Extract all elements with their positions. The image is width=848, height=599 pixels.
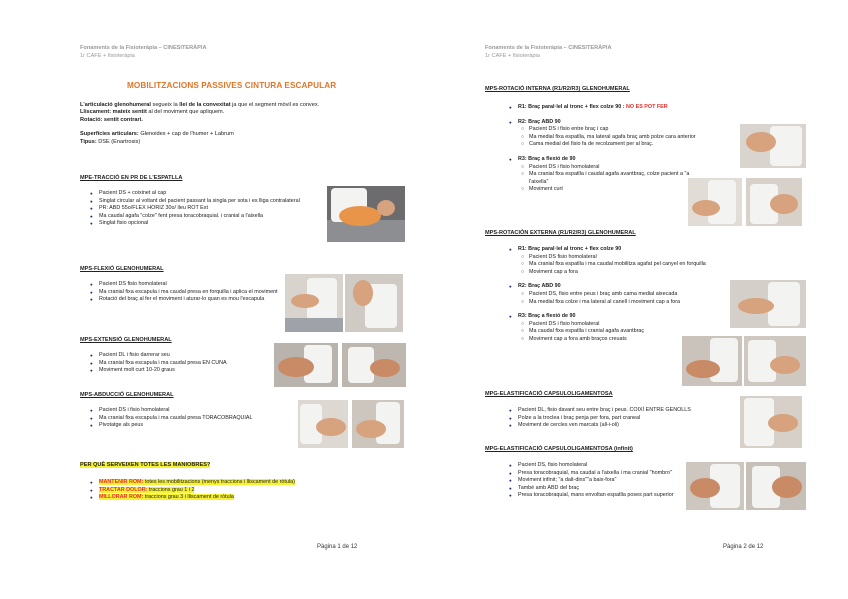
list-item bbox=[509, 246, 754, 276]
photo-flexio-2 bbox=[345, 274, 403, 332]
photo-abduccio-1 bbox=[298, 400, 348, 448]
sublist bbox=[518, 254, 754, 277]
photo-extensio-1 bbox=[274, 343, 338, 387]
sublist-item: ○ Moviment curt bbox=[518, 186, 703, 194]
why-text: traccions grau 1 i 2 bbox=[147, 486, 195, 493]
list-item bbox=[509, 104, 744, 112]
page-2 bbox=[424, 0, 848, 599]
header-subtitle: 1r CAFE + fisioteràpia bbox=[80, 53, 135, 59]
list-item: ● Presa toracobraquial, mans envoltan espatlla poses part superior bbox=[509, 492, 689, 500]
photo-infinit-1 bbox=[686, 462, 744, 510]
list-why bbox=[90, 479, 370, 502]
intro-text-b: ja que el segment mòvil es convex. bbox=[230, 102, 320, 108]
sublist-item: ○ Pacient DS i fisio entre braç i cap bbox=[518, 126, 744, 134]
sublist-item: ○ Moviment cap a fora bbox=[518, 269, 754, 277]
list-item: ● Pivotatge als peus bbox=[90, 422, 295, 430]
section-title-flexio: MPS-FLEXIÓ GLENOHUMERAL bbox=[80, 266, 164, 272]
page-footer: Pàgina 1 de 12 bbox=[317, 544, 358, 550]
page-footer: Pàgina 2 de 12 bbox=[723, 544, 764, 550]
section-title-elastificacio: MPG-ELASTIFICACIÓ CAPSULOLIGAMENTOSA bbox=[485, 391, 613, 397]
r2-label: R2: Braç ABD 90 bbox=[518, 118, 561, 125]
why-text: traccions grau 3 i lliscament de ròtula bbox=[143, 494, 234, 501]
list-item: ● Moviment molt curt 10-20 graus bbox=[90, 367, 270, 375]
intro-term: L'articulació glenohumeral bbox=[80, 102, 151, 108]
list-item: ● Pacient DS, fisio homolateral bbox=[509, 462, 689, 470]
page-title: MOBILITZACIONS PASSIVES CINTURA ESCAPULAR bbox=[127, 81, 337, 90]
list-item bbox=[509, 283, 754, 306]
list-extensio bbox=[90, 352, 270, 375]
why-key: MILLORAR ROM: bbox=[99, 494, 144, 501]
page-header bbox=[80, 44, 207, 60]
sublist-item: ○ Pacient DS i fisio homolateral bbox=[518, 164, 703, 172]
list-item bbox=[90, 494, 370, 502]
list-item: ● Pacient DL i fisio darrerar seu bbox=[90, 352, 270, 360]
header-subtitle: 1r CAFE + fisioteràpia bbox=[485, 53, 540, 59]
photo-abduccio-2 bbox=[352, 400, 404, 448]
list-traccio bbox=[90, 190, 322, 228]
list-item: ● PR: ABD 55o/FLEX HORIZ 30o/ lleu ROT Ext bbox=[90, 205, 322, 213]
r1-label: R1: Braç paral·lel al tronc + flex colze 90 bbox=[518, 246, 622, 252]
list-item: ● Ma cranial fixa escapula i ma caudal presa en forquilla i aplica el moviment bbox=[90, 289, 280, 297]
list-item: ● Moviment de cercles ven marcats (all-i-oli) bbox=[509, 422, 734, 430]
sublist bbox=[518, 126, 744, 149]
sublist-item: ○ Pacient DS fisio homolateral bbox=[518, 254, 754, 262]
sublist-item: ○ Cama medial del fisio fa de recolzament per al braç. bbox=[518, 141, 744, 149]
section-title-extensio: MPS-EXTENSIÓ GLENOHUMERAL bbox=[80, 337, 172, 343]
r3-label: R3: Braç a flexió de 90 bbox=[518, 313, 576, 320]
list-item bbox=[509, 119, 744, 149]
list-item: ● Pacient DS fisio homolateral bbox=[90, 281, 280, 289]
r1-label: R1: Braç paral·lel al tronc + flex colze 90 : bbox=[518, 104, 625, 110]
r3-label: R3: Braç a flexió de 90 bbox=[518, 155, 576, 162]
list-item bbox=[90, 479, 370, 487]
intro-tipus-rest: DSE (Enartrosis) bbox=[96, 138, 141, 145]
sublist-item: ○ Ma medial fixa espatlla, ma lateral agafa braç amb polze cara anterior bbox=[518, 134, 744, 142]
list-item: ● Ma cranial fixa escapula i ma caudal presa EN CUNA bbox=[90, 360, 270, 368]
list-rotacio-externa bbox=[509, 246, 754, 344]
list-infinit bbox=[509, 462, 689, 500]
photo-re-r3-2 bbox=[744, 336, 806, 386]
r2-label: R2: Braç ABD 90 bbox=[518, 283, 561, 290]
photo-extensio-2 bbox=[342, 343, 406, 387]
photo-ri-r3-2 bbox=[746, 178, 802, 226]
list-item: ● Ma caudal agafa "colze" fent presa toracobraquial. i cranial a l'aixella bbox=[90, 213, 322, 221]
photo-ri-r3-1 bbox=[688, 178, 742, 226]
photo-flexio-1 bbox=[285, 274, 343, 332]
photo-elastificacio bbox=[740, 396, 802, 448]
list-item: ● Rotació del braç al fer el moviment i aturar-lo quan es mou l'escapula bbox=[90, 296, 280, 304]
list-item: ● Singlat circular al voltant del pacient passant la singla per sota i es lliga contralateral bbox=[90, 198, 322, 206]
list-item: ● Moviment infinit; "a dalt-dins""a baix-fora" bbox=[509, 477, 689, 485]
intro-superficies-rest: Glenoides + cap de l'humer + Labrum bbox=[138, 131, 234, 138]
sublist-item: ○ Pacient DS i fisio homolateral bbox=[518, 321, 754, 329]
sublist-item: ○ Ma cranial fixa espatlla i caudal agafa avantbraç, colze pacient a "a l'aixella" bbox=[518, 171, 703, 186]
list-flexio bbox=[90, 281, 280, 304]
sublist-item: ○ Ma medial fixa colze i ma lateral al canell i moviment cap a fora bbox=[518, 299, 754, 307]
section-title-abduccio: MPS-ABDUCCIÓ GLENOHUMERAL bbox=[80, 392, 174, 398]
section-title-rotacio-externa: MPS-ROTACIÓN EXTERNA (R1/R2/R3) GLENOHUMERAL bbox=[485, 230, 636, 236]
sublist-item: ○ Ma caudal fixa espatlla i cranial agafa avantbraç bbox=[518, 328, 754, 336]
intro-text bbox=[80, 102, 380, 146]
why-key: TRACTAR DOLOR: bbox=[99, 486, 148, 493]
intro-term2: llei de la convexitat bbox=[179, 102, 231, 108]
section-title-infinit: MPG-ELASTIFICACIÓ CAPSULOLIGAMENTOSA (infinit) bbox=[485, 446, 633, 452]
header-course: Fonaments de la Fisioteràpia – CINESITERÀPIA bbox=[80, 45, 207, 51]
list-abduccio bbox=[90, 407, 295, 430]
intro-lliscament: Lliscament: mateix sentit bbox=[80, 109, 147, 116]
list-item: ● Pacient DS + coixinet al cap bbox=[90, 190, 322, 198]
sublist bbox=[518, 164, 703, 194]
page-header bbox=[485, 44, 612, 60]
section-title-traccio: MPE-TRACCIÓ EN PR DE L'ESPATLLA bbox=[80, 175, 183, 181]
sublist-item: ○ Moviment cap a fora amb braços creuats bbox=[518, 336, 754, 344]
list-item: ● Ma cranial fixa escapula i ma caudal presa TORACOBRAQUIAL bbox=[90, 415, 295, 423]
why-text: totes les mobilitzacions (menys traccions i lliscament de ròtula) bbox=[143, 479, 295, 485]
list-item: ● Singlat fisio opcional bbox=[90, 220, 322, 228]
list-item: ● Pacient DS i fisio homolateral bbox=[90, 407, 295, 415]
list-item: ● Pacient DL, fisio davant seu entre braç i peus. COIXÍ ENTRE GENOLLS bbox=[509, 407, 734, 415]
intro-text-a: segueix la bbox=[150, 102, 180, 108]
why-title: PER QUÈ SERVEIXEN TOTES LES MANIOBRES? bbox=[80, 462, 211, 468]
header-course: Fonaments de la Fisioteràpia – CINESITERÀPIA bbox=[485, 45, 612, 51]
photo-ri-r2 bbox=[740, 124, 806, 168]
sublist-item: ○ Pacient DS, fisio entre peus i braç amb cama medial aixecada bbox=[518, 291, 754, 299]
photo-re-r3-1 bbox=[682, 336, 742, 386]
sublist-item: ○ Ma cranial fixa espatlla i ma caudal mobilitza agafat pel canyel en forquilla bbox=[518, 261, 754, 269]
photo-re-r2 bbox=[730, 280, 806, 328]
list-item: ● També amb ABD del braç bbox=[509, 485, 689, 493]
section-title-rotacio-interna: MPS-ROTACIÓ INTERNA (R1/R2/R3) GLENOHUMERAL bbox=[485, 86, 630, 92]
list-item: ● Polze a la troclea i braç penja per fora, part craneal bbox=[509, 415, 734, 423]
why-title-wrap bbox=[80, 462, 210, 468]
list-item bbox=[90, 487, 370, 495]
r1-warning: NO ES POT FER bbox=[626, 104, 668, 110]
intro-tipus: Tipus: bbox=[80, 138, 97, 145]
intro-rotacio: Rotació: sentit contrari. bbox=[80, 116, 143, 123]
why-key: MANTENIR ROM: bbox=[99, 479, 144, 485]
photo-traccio bbox=[327, 186, 405, 242]
photo-infinit-2 bbox=[746, 462, 806, 510]
list-item: ● Presa toracobraquial, ma caudal a l'aixella i ma cranial "hombro" bbox=[509, 470, 689, 478]
sublist bbox=[518, 291, 754, 306]
intro-superficies: Superfícies articulars: bbox=[80, 131, 139, 138]
list-elastificacio bbox=[509, 407, 734, 430]
intro-lliscament-rest: al del moviment que apliquem. bbox=[146, 109, 225, 116]
